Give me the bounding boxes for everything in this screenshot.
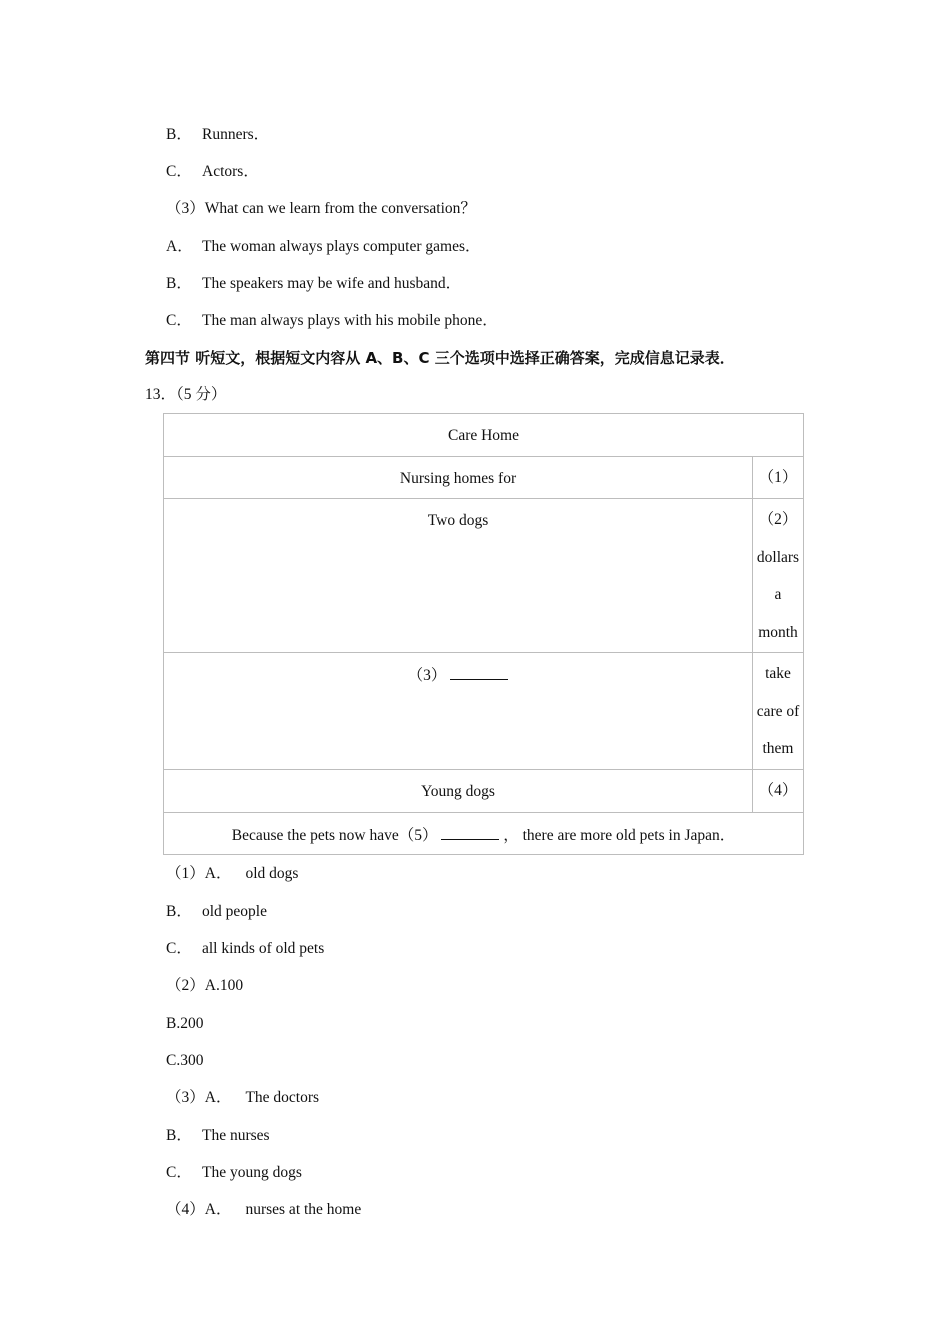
table-cell (753, 499, 804, 653)
option-letter: C． (166, 163, 192, 180)
answer-blank (450, 665, 508, 680)
option-text: all kinds of old pets (202, 940, 325, 957)
question-number: 13．（5 分） (145, 386, 227, 403)
option-b (166, 902, 267, 922)
blank-label: （3） (407, 667, 447, 684)
option-b (166, 125, 269, 145)
option-b (166, 274, 461, 294)
option-c (166, 1163, 302, 1183)
option-letter: A． (166, 238, 193, 255)
table-cell (753, 457, 804, 499)
option-text: Runners． (202, 126, 270, 143)
option-letter: B． (166, 1127, 192, 1144)
sub-question-3 (166, 1088, 319, 1108)
option-letter: B． (166, 126, 192, 143)
sub-question-4 (166, 1200, 361, 1220)
option-text: old dogs (245, 865, 299, 882)
option-b (166, 1126, 270, 1146)
cell-text-part: ， there are more old pets in Japan． (503, 827, 736, 844)
cell-text: Young dogs (421, 783, 495, 800)
blank-label: （1） (758, 469, 798, 486)
option-c (166, 939, 324, 959)
question-stem: （3）What can we learn from the conversation？ (166, 200, 476, 217)
table-cell (164, 499, 753, 653)
option-text: The woman always plays computer games． (202, 238, 481, 255)
question-stem: （3）A． (166, 1089, 232, 1106)
question-stem: （1）A． (166, 865, 232, 882)
cell-text: care of (756, 702, 800, 720)
blank-label: （4） (758, 782, 798, 799)
option-letter: C． (166, 940, 192, 957)
option-a (166, 237, 481, 257)
sub-question-2: （2）A.100 (166, 977, 244, 994)
option-c: C.300 (166, 1052, 204, 1069)
cell-text: take (765, 665, 791, 682)
cell-text-part: Because the pets now have（5） (231, 827, 438, 844)
option-text: old people (202, 903, 267, 920)
option-text: The man always plays with his mobile phone． (202, 312, 498, 329)
option-letter: B． (166, 903, 192, 920)
table-cell (164, 770, 753, 813)
cell-text: month (758, 623, 798, 641)
table-row (164, 457, 804, 499)
question-stem: （4）A． (166, 1201, 232, 1218)
table-cell (753, 770, 804, 813)
option-text: The doctors (245, 1089, 320, 1106)
table-title-cell (164, 414, 804, 457)
option-text: Actors． (202, 163, 259, 180)
option-text: The young dogs (202, 1164, 302, 1181)
table-cell (164, 457, 753, 499)
cell-text: Nursing homes for (399, 470, 517, 487)
answer-blank (441, 825, 499, 840)
table-row (164, 813, 804, 855)
option-letter: C． (166, 1164, 192, 1181)
table-row (164, 414, 804, 457)
option-c (166, 162, 259, 182)
section-title: 第四节 听短文，根据短文内容从 A、B、C 三个选项中选择正确答案，完成信息记录表． (145, 349, 735, 367)
table-row (164, 653, 804, 770)
option-letter: B． (166, 275, 192, 292)
cell-text (164, 813, 803, 846)
table-row (164, 770, 804, 813)
table-row (164, 499, 804, 653)
blank-label: （2） (758, 511, 798, 528)
option-text: nurses at the home (245, 1201, 362, 1218)
cell-text (164, 653, 752, 686)
option-letter: C． (166, 312, 192, 329)
option-c (166, 311, 498, 331)
option-b: B.200 (166, 1015, 204, 1032)
cell-text: dollars (756, 548, 800, 566)
table-cell (164, 653, 753, 770)
care-home-table (163, 413, 804, 855)
option-text: The speakers may be wife and husband． (202, 275, 462, 292)
cell-text: them (762, 740, 794, 757)
table-title: Care Home (447, 427, 519, 444)
cell-text: a (774, 586, 782, 603)
cell-text: Two dogs (427, 512, 489, 529)
sub-question-1 (166, 864, 298, 884)
option-text: The nurses (202, 1127, 270, 1144)
table-cell (753, 653, 804, 770)
table-cell (164, 813, 804, 855)
